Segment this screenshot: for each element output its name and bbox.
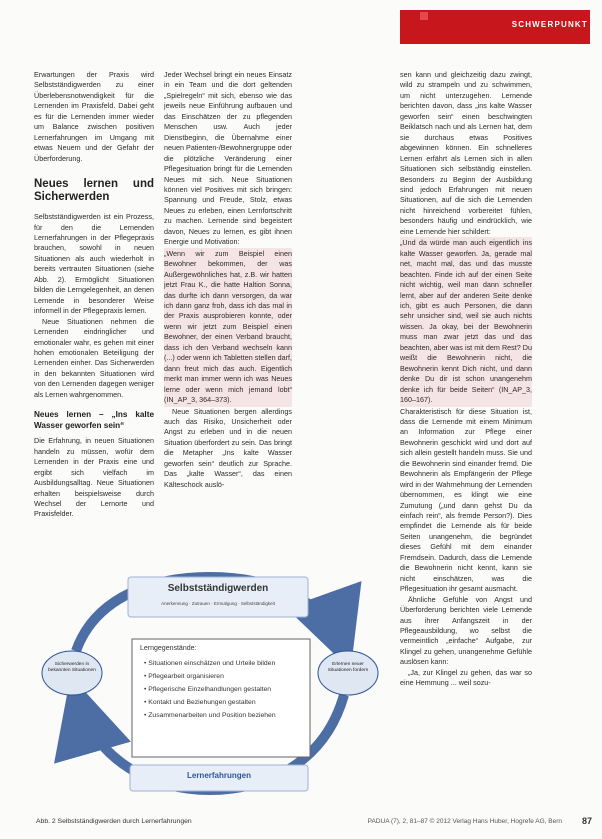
paragraph: „Ja, zur Klingel zu gehen, das war so eine Hemmung ... weil sozu-: [400, 667, 532, 688]
lerngegenstaende-list: [144, 657, 308, 722]
paragraph: Erwartungen der Praxis wird Selbstständigwerden zu einer Überlebensnotwendigkeit für die Lernenden im Praxisfeld. Dabei geht es für die Lernenden immer wieder um Balance zwischen positiven Lernerfahrungen im Umgang mit etwas Neuem und der Gefahr der Überforderung.: [34, 70, 154, 163]
footer-text: PADUA (7), 2, 81–87 © 2012 Verlag Hans Huber, Hogrefe AG, Bern: [367, 818, 562, 825]
paragraph: Neue Situationen nehmen die Lernenden eindringlicher und emotionaler wahr, es gehen mit einer hohen emotionalen Beteiligung der Lernenden einher. Das Sicherwerden in den bekannten Situationen wird von den Lernenden dagegen weniger als Lernen wahrgenommen.: [34, 316, 154, 399]
figure-diagram: [36, 565, 384, 810]
paragraph: Selbstständigwerden ist ein Prozess, für den die Lernenden Lernerfahrungen in der Pflegepraxis brauchen, sowohl in neuen Situationen als auch wiederholt in bereits vertrauten Situationen (siehe Abb. 2). Ermöglicht Situationen bilden die Lerngelegenheit, an denen Lernende in besonderer Weise informell in der Pflegepraxis lernen.: [34, 212, 154, 316]
list-item: • Situationen einschätzen und Urteile bilden: [144, 660, 276, 667]
paragraph: Charakteristisch für diese Situation ist, dass die Lernende mit einem Minimum an Information zur Pflege einer Bewohnerin geschickt wird und dort auf sich allein gestellt handeln muss. Sie und die Bewohnerin sind einander fremd. Die Bewohnerin als Empfängerin der Pflege wird in der Wahrnehmung der Lernenden übernommen, es klingt wie eine Zumutung („und dann gehst Du da einfach rein“, als fremde Person?). Dies empfindet die Lernende als für beide Seiten unangenehm, die begründet dieses Gefühl mit dem einander Fremdsein. Dadurch, dass die Lernende die Bewohnerin nicht kennt, kann sie nicht einschätzen, was die Pflegesituation ihr gesamt ausmacht.: [400, 406, 532, 594]
list-item: • Kontakt und Beziehungen gestalten: [144, 699, 256, 706]
list-item: • Zusammenarbeiten und Position beziehen: [144, 712, 276, 719]
column-2: [164, 70, 292, 490]
quote-block: „Wenn wir zum Beispiel einen Bewohner bekommen, der was Außergewöhnliches hat, z.B. wir hatten jetzt Frau K., die hatte Haltion Sonna, das durfte ich dann versorgen, da war ich dann ganz froh, dass ich das mal in der Praxis ausprobieren konnte, oder wenn wir jetzt zum Beispiel einen Bewohner, der einen Verband braucht, dass ich den Verband wechseln kann (...) oder wenn ich Tabletten stellen darf, dann freut mich das auch. Eigentlich merkt man immer wenn ich was Neues lerne oder wenn mich jemand lobt“ (IN_AP_3, 364–373).: [164, 248, 292, 407]
page-number: 87: [581, 816, 592, 826]
figure-caption: Abb. 2 Selbstständigwerden durch Lernerfahrungen: [36, 818, 192, 825]
left-label: Sicherwerden in bekannten Situationen: [48, 662, 96, 673]
paragraph: Jeder Wechsel bringt ein neues Einsatz in ein Team und die dort geltenden „Spielregeln“ mit sich, ebenso wie das jeweils neue Einführung aufbauen und das Einschätzen der zu pflegenden Menschen usw. Auch jeder Dienstbeginn, die Übernahme einer neuen Patienten-/Bewohnergruppe oder die plötzliche Veränderung einer Pflegesituation bringt für die Lernenden Neues mit sich. Neue Situationen können viel Positives mit sich bringen: Spannung und Freude, Stolz, etwas Neues zu erleben, einen Lernfortschritt zu machen. Lernende sind begeistert davon, Neues zu lernen, es gibt ihnen Energie und Motivation:: [164, 70, 292, 247]
quote-block: „Und da würde man auch eigentlich ins kalte Wasser geworfen. Ja, gerade mal net, macht mal, das und das musste beachten. Finde ich auf der einen Seite nicht wichtig, weil man dann schneller lernt, aber auf der anderen Seite denke ich, gibt es auch Personen, die dann sehr unsicher sind, weil sie auch nichts wissen. Ja okay, bei der Bewohnerin muss man zwar jetzt das und das beachten, aber was ist mit dem Rest? Du weißt die Bewohnerin nicht, die Bewohnerin kennt Dich nicht, und dann denke Du dir ist schon unangenehm denke ich für beide Seiten“ (IN_AP_3, 160–167).: [400, 237, 532, 406]
header-accent: [420, 12, 428, 20]
column-3: [400, 70, 532, 689]
column-1: [34, 70, 154, 520]
section-label: SCHWERPUNKT: [511, 20, 588, 29]
list-item: • Pflegerische Einzelhandlungen gestalten: [144, 686, 272, 693]
paragraph: Die Erfahrung, in neuen Situationen handeln zu müssen, wofür dem Lernenden in der Praxis eine und ergibt sich vielfach im Ausbildungsalltag. Neue Situationen erhalten beispielsweise durch Wechsel der Lernorte und Praxisfelder.: [34, 436, 154, 519]
right-label: Erlernen neuer Situationen fordern: [327, 662, 369, 673]
bottom-title: Lernerfahrungen: [186, 771, 251, 780]
paragraph: Neue Situationen bergen allerdings auch das Risiko, Unsicherheit oder Angst zu erleben und in die neuen Situation überfordert zu sein. Das bringt die Metapher „Ins kalte Wasser geworfen sein“ deutlich zur Sprache. Das „kalte Wasser“, das einen Kälteschock auslö-: [164, 406, 292, 489]
top-title: Selbstständigwerden: [167, 583, 269, 594]
top-subtitle: Anerkennung · Zutrauen · Ermutigung · Selbstständigkeit: [161, 601, 275, 606]
paragraph: Ähnliche Gefühle von Angst und Überforderung berichten viele Lernende aus ihrer Anfangszeit in der Pflegeausbildung, wo selbst die vermeintlich „einfache“ Aufgabe, zur Klingel zu gehen, unangenehme Gefühle auslösen kann:: [400, 594, 532, 667]
section-heading: Neues lernen und Sicherwerden: [34, 178, 154, 204]
box-title: Lerngegenstände:: [140, 645, 197, 652]
paragraph: sen kann und gleichzeitig dazu zwingt, wild zu strampeln und zu schwimmen, um nicht unterzugehen. Lernende berichten davon, dass „ins kalte Wasser geworfen sein“ einen beschwingten Beiklatsch nach und als Lernen hat, dem sie durchaus etwas Positives abgewinnen können. Ein schnelleres Lernen erfährt als Lernen sich in allen Situationen sich selbständig einstellen. Besonders zu Beginn der Ausbildung sind jedoch Erfahrungen mit neuen Situationen, auf die sich die Lernenden nicht hinreichend vorbereitet fühlen, besonders häufig und eindrücklich, wie eine Lernende hier schildert:: [400, 70, 532, 236]
subsection-heading: Neues lernen – „Ins kalte Wasser geworfen sein“: [34, 410, 154, 430]
list-item: • Pflegearbeit organisieren: [144, 673, 224, 680]
